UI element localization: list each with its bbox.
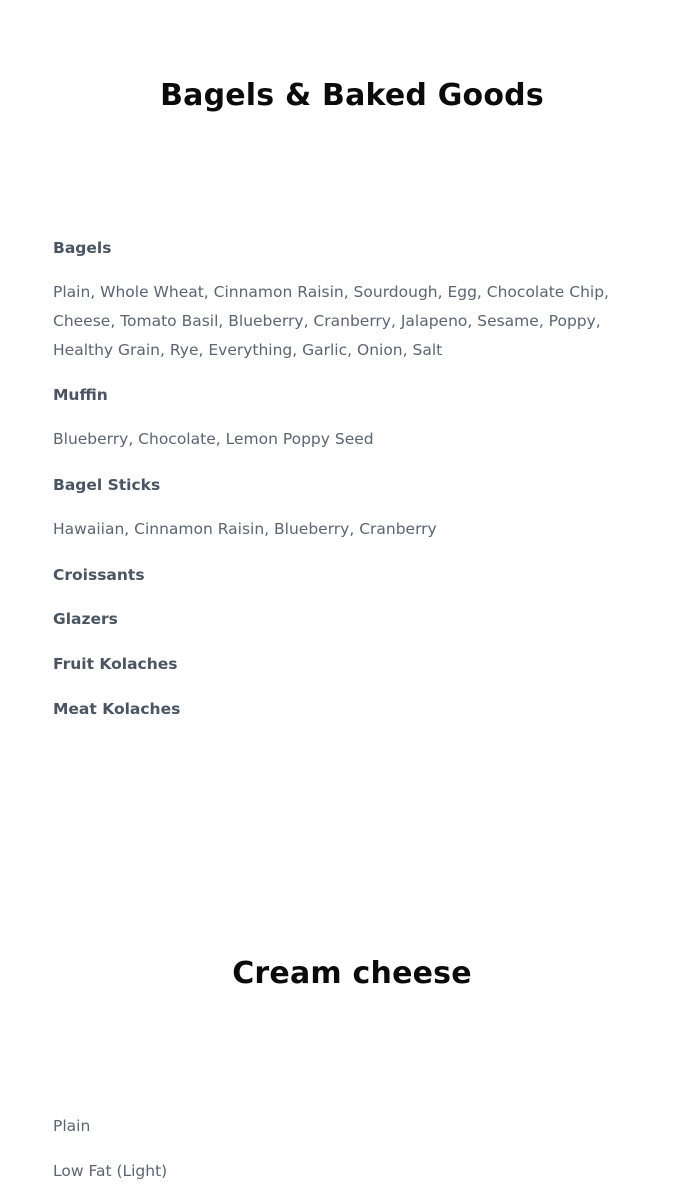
bagel-sticks-description: Hawaiian, Cinnamon Raisin, Blueberry, Cranberry (53, 520, 437, 538)
cream-cheese-heading: Cream cheese (232, 956, 472, 991)
muffin-description: Blueberry, Chocolate, Lemon Poppy Seed (53, 430, 374, 448)
bagel-sticks-title: Bagel Sticks (53, 476, 161, 494)
fruit-kolaches-title: Fruit Kolaches (53, 655, 178, 673)
muffin-title: Muffin (53, 386, 108, 404)
glazers-title: Glazers (53, 610, 118, 628)
bagels-title: Bagels (53, 239, 112, 257)
cream-cheese-item: Plain (53, 1117, 91, 1135)
meat-kolaches-title: Meat Kolaches (53, 700, 181, 718)
bagels-baked-goods-heading: Bagels & Baked Goods (160, 78, 544, 113)
croissants-title: Croissants (53, 566, 145, 584)
bagels-description: Plain, Whole Wheat, Cinnamon Raisin, Sourdough, Egg, Chocolate Chip, Cheese, Tomato Basil, Blueberry, Cranberry, Jalapeno, Sesame, Poppy, Healthy Grain, Rye, Everything, Garlic, Onion, Salt (53, 283, 609, 359)
cream-cheese-item: Low Fat (Light) (53, 1162, 168, 1180)
